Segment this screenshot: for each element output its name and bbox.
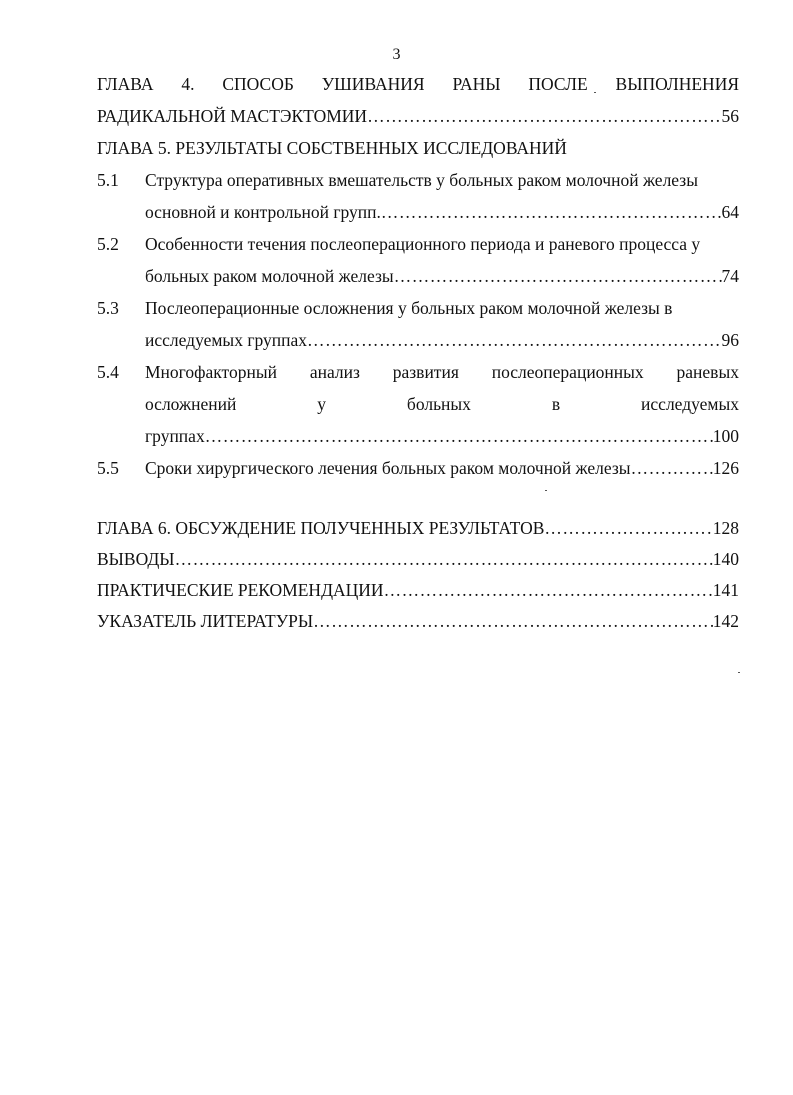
toc-word: СПОСОБ: [222, 74, 294, 94]
dot-leader: [313, 608, 713, 634]
toc-chapter4-line2: [97, 103, 739, 129]
section-number: 5.2: [97, 234, 119, 254]
toc-word: раневых: [676, 362, 739, 382]
dot-leader: [631, 455, 713, 481]
toc-entry-label: ГЛАВА 6. ОБСУЖДЕНИЕ ПОЛУЧЕННЫХ РЕЗУЛЬТАТОВ: [97, 518, 545, 538]
toc-page-number: 56: [721, 106, 739, 126]
toc-page-number: 140: [712, 549, 739, 569]
toc-entry: [97, 546, 739, 572]
toc-section-line: [145, 199, 739, 225]
toc-word: развития: [392, 362, 459, 382]
dot-leader: [175, 546, 713, 572]
toc-word: ПОСЛЕ: [528, 74, 588, 94]
toc-entry-label: исследуемых группах: [145, 330, 308, 350]
dot-leader: [205, 423, 713, 449]
dot-leader: [307, 327, 721, 353]
section-number: 5.3: [97, 298, 119, 318]
toc-word: исследуемых: [641, 394, 739, 414]
toc-entry-label: Сроки хирургического лечения больных раком молочной железы: [145, 458, 631, 478]
toc-entry: [97, 515, 739, 541]
toc-word: ГЛАВА: [97, 74, 154, 94]
toc-section-line: [145, 391, 739, 417]
toc-page-number: 128: [712, 518, 739, 538]
section-number: 5.5: [97, 458, 119, 478]
toc-section-line: [145, 327, 739, 353]
toc-word: ВЫПОЛНЕНИЯ: [615, 74, 739, 94]
toc-word: у: [317, 394, 326, 414]
toc-section-line: [145, 455, 739, 481]
toc-word: осложнений: [145, 394, 237, 414]
dot-leader: [381, 199, 722, 225]
dot-leader: [367, 103, 721, 129]
toc-word: Многофакторный: [145, 362, 277, 382]
toc-word: РАНЫ: [452, 74, 501, 94]
scan-speck: [738, 672, 740, 673]
toc-chapter4-line1: [97, 71, 739, 97]
dot-leader: [544, 515, 712, 541]
section-number: 5.4: [97, 362, 119, 382]
toc-entry: [97, 577, 739, 603]
toc-word: анализ: [309, 362, 360, 382]
page-number: 3: [392, 46, 401, 63]
toc-section-line: [145, 263, 739, 289]
toc-chapter5-title: ГЛАВА 5. РЕЗУЛЬТАТЫ СОБСТВЕННЫХ ИССЛЕДОВАНИЙ: [97, 138, 567, 158]
toc-word: УШИВАНИЯ: [321, 74, 425, 94]
toc-word: в: [551, 394, 561, 414]
toc-entry-label: больных раком молочной железы: [145, 266, 394, 286]
toc-page-number: 96: [721, 330, 739, 350]
toc-section-line: [145, 423, 739, 449]
toc-entry: [97, 608, 739, 634]
toc-page-number: 64: [721, 202, 739, 222]
toc-section-line: Структура оперативных вмешательств у больных раком молочной железы: [145, 170, 698, 190]
toc-page-number: 74: [721, 266, 739, 286]
toc-entry-label: РАДИКАЛЬНОЙ МАСТЭКТОМИИ: [97, 106, 368, 126]
toc-word: 4.: [181, 74, 195, 94]
toc-section-line: Послеоперационные осложнения у больных раком молочной железы в: [145, 298, 673, 318]
scan-speck: [594, 92, 596, 93]
toc-word: послеоперационных: [491, 362, 644, 382]
toc-page-number: 142: [712, 611, 739, 631]
toc-page-number: 100: [712, 426, 739, 446]
dot-leader: [384, 577, 713, 603]
toc-entry-label: группах: [145, 426, 205, 446]
section-number: 5.1: [97, 170, 119, 190]
toc-word: больных: [406, 394, 471, 414]
toc-entry-label: основной и контрольной групп.: [145, 202, 381, 222]
toc-entry-label: ПРАКТИЧЕСКИЕ РЕКОМЕНДАЦИИ: [97, 580, 384, 600]
scan-speck: [545, 490, 547, 491]
toc-section-line: [145, 359, 739, 385]
toc-entry-label: УКАЗАТЕЛЬ ЛИТЕРАТУРЫ: [97, 611, 314, 631]
dot-leader: [394, 263, 722, 289]
toc-entry-label: ВЫВОДЫ: [97, 549, 175, 569]
toc-page-number: 126: [712, 458, 739, 478]
toc-page-number: 141: [712, 580, 739, 600]
toc-section-line: Особенности течения послеоперационного периода и раневого процесса у: [145, 234, 701, 254]
